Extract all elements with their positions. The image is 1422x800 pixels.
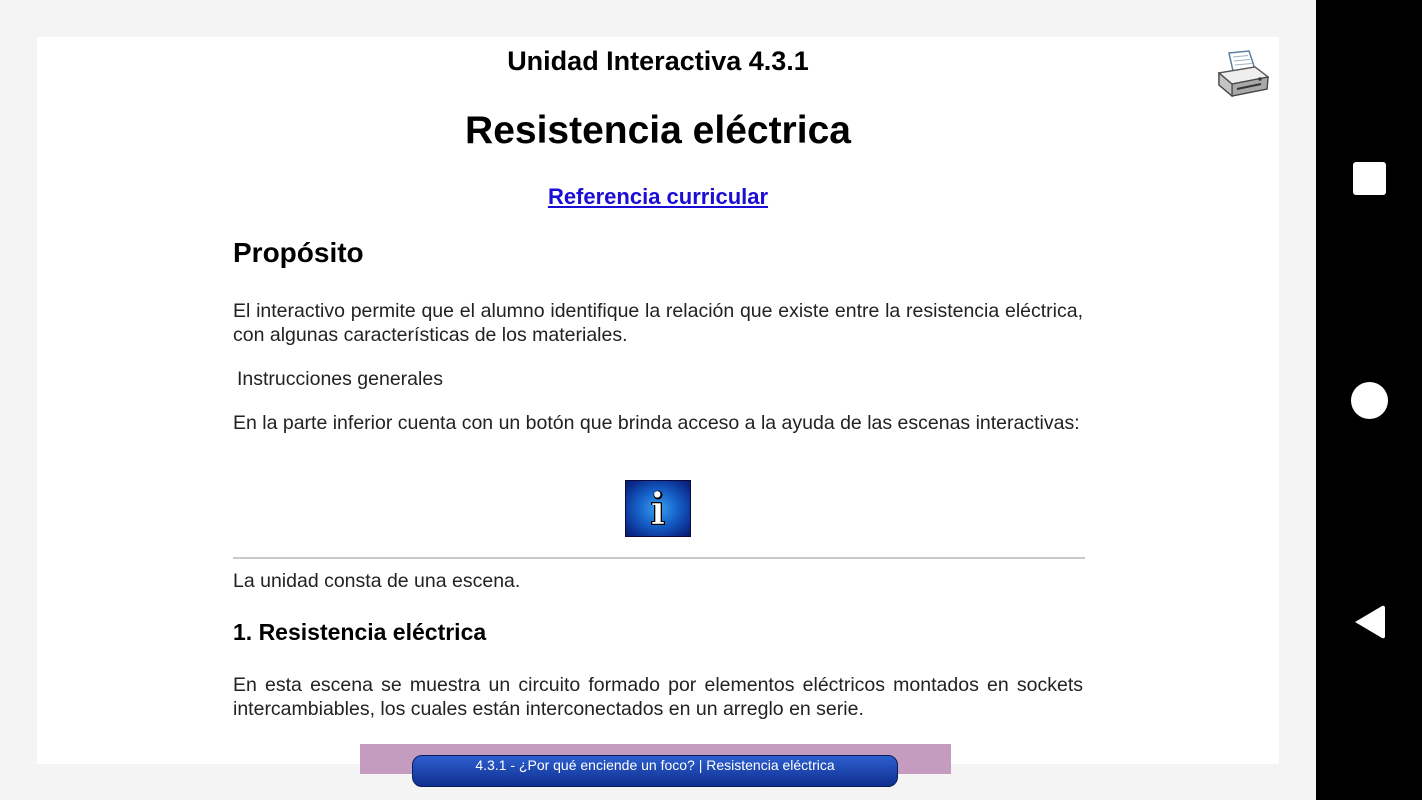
unit-scenes-text: La unidad consta de una escena.	[233, 570, 521, 592]
purpose-heading: Propósito	[233, 237, 364, 268]
instructions-paragraph: En la parte inferior cuenta con un botón que brinda acceso a la ayuda de las escenas interactivas:	[233, 412, 1080, 434]
scene-heading: 1. Resistencia eléctrica	[233, 619, 487, 645]
document-page[interactable]	[37, 37, 1279, 773]
curricular-reference-link[interactable]	[37, 184, 1279, 210]
scene-description: En esta escena se muestra un circuito formado por elementos eléctricos montados en sockets intercambiables, los cuales están interconectados en un arreglo en serie.	[233, 674, 1083, 720]
unit-title: Unidad Interactiva 4.3.1	[507, 46, 809, 76]
recents-button[interactable]	[1316, 152, 1422, 204]
home-circle-icon	[1351, 382, 1388, 419]
home-button[interactable]	[1316, 374, 1422, 426]
instructions-heading: Instrucciones generales	[237, 368, 443, 390]
info-icon	[626, 481, 690, 536]
recents-square-icon	[1353, 162, 1386, 195]
section-divider	[233, 557, 1085, 559]
help-info-button[interactable]	[625, 480, 691, 537]
system-navigation-bar	[1316, 0, 1422, 800]
back-triangle-icon	[1349, 602, 1389, 642]
curricular-reference-link-label[interactable]: Referencia curricular	[547, 184, 769, 209]
scene-preview-image[interactable]	[360, 744, 951, 774]
scene-preview-title: 4.3.1 - ¿Por qué enciende un foco? | Resistencia eléctrica	[412, 755, 898, 787]
page-title: Resistencia eléctrica	[465, 109, 851, 152]
back-button[interactable]	[1316, 596, 1422, 648]
purpose-paragraph: El interactivo permite que el alumno identifique la relación que existe entre la resistencia eléctrica, con algunas características de los materiales.	[233, 300, 1083, 346]
